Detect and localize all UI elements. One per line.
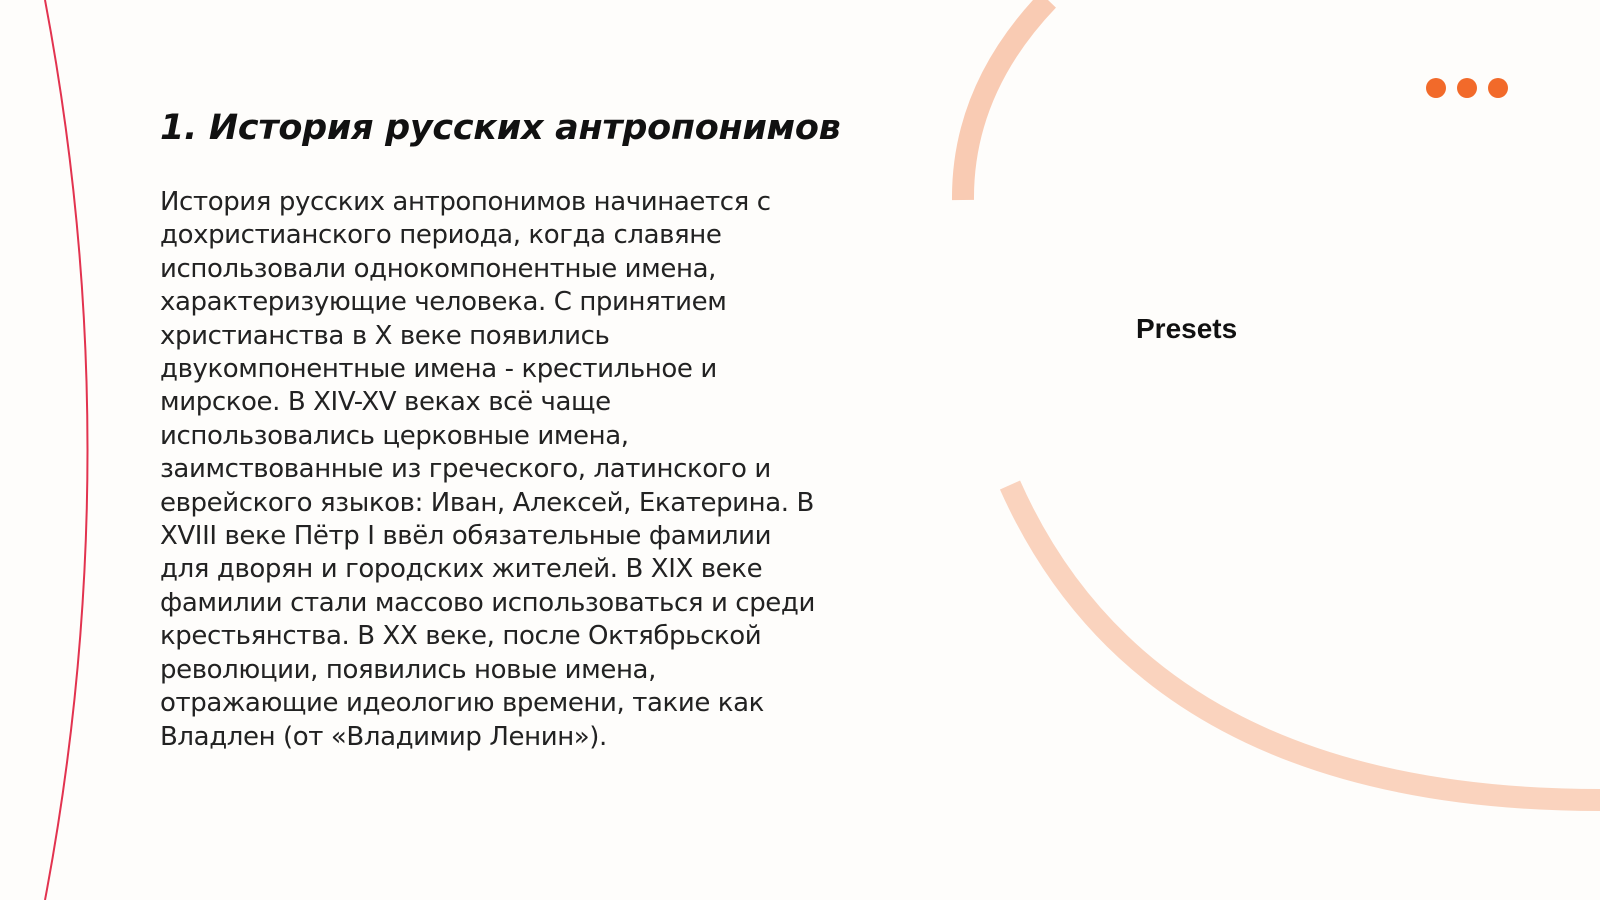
body-line: использовали однокомпонентные имена, (160, 253, 716, 284)
slide-body-text (160, 186, 860, 754)
body-line: крестьянства. В XX веке, после Октябрьской (160, 621, 762, 652)
body-line: отражающие идеологию времени, такие как (160, 688, 764, 719)
decorative-arc-bottom (1010, 485, 1600, 800)
body-line: мирское. В XIV-XV веках всё чаще (160, 387, 611, 418)
body-line: для дворян и городских жителей. В XIX веке (160, 554, 763, 585)
left-decorative-line (45, 0, 88, 900)
body-line: Владлен (от «Владимир Ленин»). (160, 721, 607, 752)
body-line: XVIII веке Пётр I ввёл обязательные фамилии (160, 521, 772, 552)
body-line: заимствованные из греческого, латинского и (160, 454, 771, 485)
dot (1488, 78, 1508, 98)
more-dots-icon[interactable] (1426, 78, 1508, 98)
body-line: христианства в X веке появились (160, 320, 610, 351)
presets-label[interactable]: Presets (1136, 313, 1238, 344)
body-line: использовались церковные имена, (160, 420, 629, 451)
body-line: двукомпонентные имена - крестильное и (160, 354, 717, 385)
body-line: революции, появились новые имена, (160, 654, 656, 685)
body-line: История русских антропонимов начинается с (160, 187, 771, 217)
body-line: характеризующие человека. С принятием (160, 287, 727, 318)
body-line: дохристианского периода, когда славяне (160, 220, 722, 251)
body-line: фамилии стали массово использоваться и среди (160, 587, 815, 618)
dot (1426, 78, 1446, 98)
body-line: еврейского языков: Иван, Алексей, Екатерина. В (160, 487, 814, 518)
slide-title: 1. История русских антропонимов (160, 108, 841, 148)
decorative-arc-top (963, 0, 1048, 200)
dot (1457, 78, 1477, 98)
